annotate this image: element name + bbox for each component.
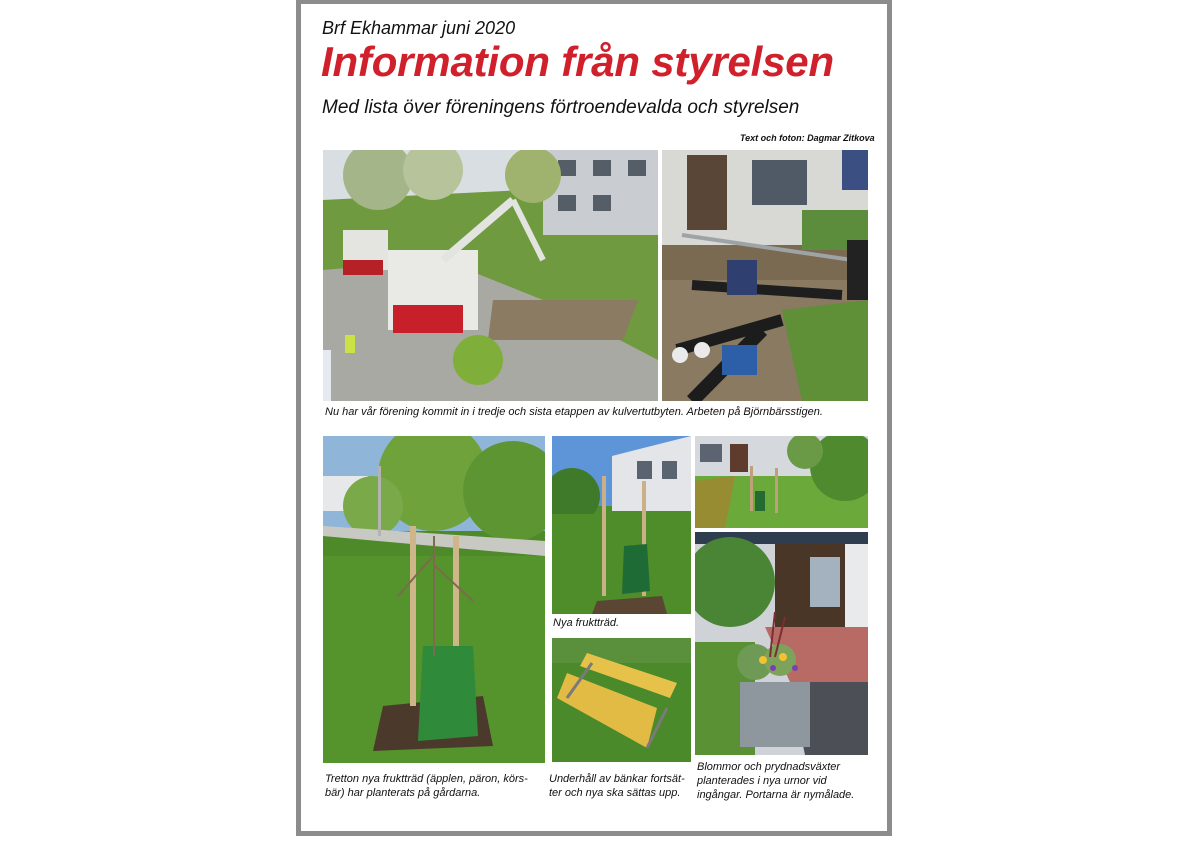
page-subtitle: Med lista över föreningens förtroendevalda och styrelsen xyxy=(322,97,800,118)
caption-benches: Underhåll av bänkar fortsät-ter och nya ska sättas upp. xyxy=(549,773,685,799)
fruit-tree-photo xyxy=(323,436,545,763)
bench-photo xyxy=(552,638,691,762)
issue-kicker: Brf Ekhammar juni 2020 xyxy=(322,18,516,38)
caption-new-trees: Nya fruktträd. xyxy=(553,617,620,629)
courtyard-photo xyxy=(695,436,868,528)
pipe-work-photo xyxy=(662,150,868,401)
page-title: Information från styrelsen xyxy=(321,38,834,85)
flower-urn-photo xyxy=(695,532,868,755)
caption-district-heating: Nu har vår förening kommit in i tredje och sista etappen av kulvertutbyten. Arbeten på Björnbärsstigen. xyxy=(325,406,823,418)
excavator-photo xyxy=(323,150,658,401)
caption-flowers: Blommor och prydnadsväxter planterades i nya urnor vid ingångar. Portarna är nymålade. xyxy=(697,761,855,801)
photo-credit: Text och foton: Dagmar Zitkova xyxy=(740,133,875,143)
caption-fruit-trees: Tretton nya fruktträd (äpplen, päron, körs-bär) har planterats på gårdarna. xyxy=(325,773,528,799)
young-tree-photo xyxy=(552,436,691,614)
